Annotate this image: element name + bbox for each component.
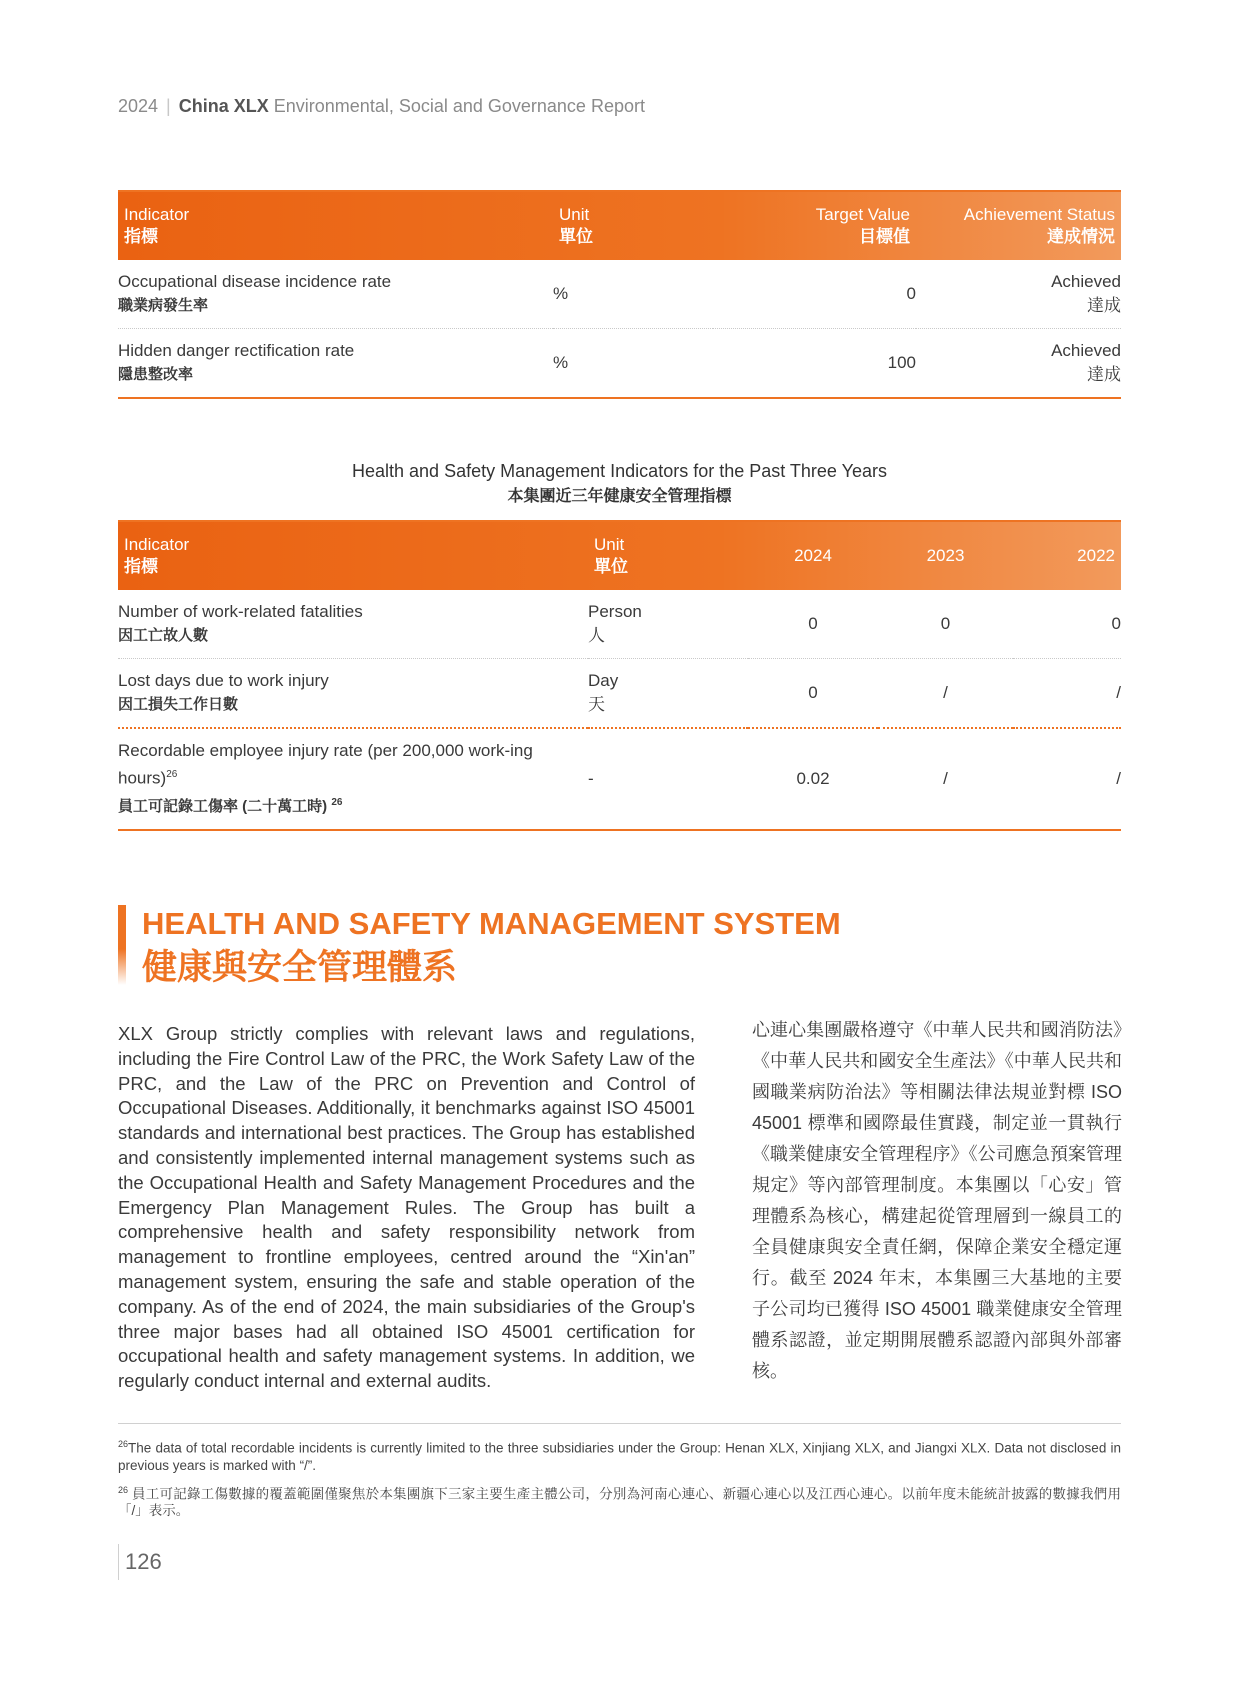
footnote-en	[118, 1436, 1121, 1474]
row-value-2024: 0.02	[748, 728, 878, 830]
table-row	[118, 260, 1121, 329]
footnote-mark: 26	[118, 1439, 129, 1449]
footnote-zh	[118, 1482, 1121, 1520]
row-value-2023: /	[878, 659, 1013, 729]
section-accent-bar	[118, 905, 126, 985]
table-row	[118, 329, 1121, 399]
row-name-zh: 因工損失工作日數	[118, 696, 239, 713]
row-unit-en: Day	[588, 671, 619, 690]
table-row	[118, 728, 1121, 830]
header-year: 2024	[118, 96, 159, 116]
row-unit-zh: 天	[588, 695, 605, 714]
body-text-en: XLX Group strictly complies with relevant laws and regulations, including the Fire Control Law of the PRC, the Work Safety Law of the PRC, and the Law of the PRC on Prevention and Control of Occupational Diseases. Additionally, it benchmarks against ISO 45001 standards and international best practices. The Group has established and consistently implemented internal management systems such as the Occupational Health and Safety Management Procedures and the Emergency Plan Management Rules. The Group has built a comprehensive health and safety responsibility network from management to frontline employees, centred around the “Xin'an” management system, ensuring the safe and stable operation of the company. As of the end of 2024, the main subsidiaries of the Group's three major bases had all obtained ISO 45001 certification for occupational health and safety management systems. In addition, we regularly conduct internal and external audits.	[118, 1023, 695, 1392]
row-name-zh-text: 員工可記錄工傷率 (二十萬工時)	[118, 797, 328, 815]
row-value-2022: /	[1013, 728, 1121, 830]
target-table	[118, 190, 1121, 399]
footnotes	[118, 1436, 1121, 1527]
col-2023: 2023	[926, 546, 965, 565]
col-indicator-zh: 指標	[124, 227, 158, 246]
row-unit: %	[553, 329, 713, 399]
row-value-2024: 0	[748, 659, 878, 729]
table-row	[118, 659, 1121, 729]
row-unit-en: -	[588, 728, 748, 830]
row-name-en	[118, 739, 574, 791]
row-name-zh: 隱患整改率	[118, 366, 194, 383]
row-value-2024: 0	[748, 590, 878, 659]
footnote-zh-text: 員工可記錄工傷數據的覆蓋範圍僅聚焦於本集團旗下三家主要生產主體公司，分別為河南心連心、新疆心連心以及江西心連心。以前年度未能統計披露的數據我們用「/」表示。	[118, 1486, 1121, 1518]
row-value-2022: /	[1013, 659, 1121, 729]
footnote-ref: 26	[331, 796, 343, 808]
col-2022: 2022	[1077, 546, 1115, 565]
row-name-zh: 因工亡故人數	[118, 627, 209, 644]
col-unit-zh: 單位	[594, 557, 628, 576]
row-name-en-text: Recordable employee injury rate (per 200,000 work-ing hours)	[118, 741, 533, 788]
col-indicator-en: Indicator	[124, 205, 190, 224]
row-name-zh: 職業病發生率	[118, 297, 209, 314]
table-row	[118, 590, 1121, 659]
col-status-zh: 達成情況	[1047, 227, 1115, 246]
row-target: 100	[713, 329, 916, 399]
row-name-en: Hidden danger rectification rate	[118, 341, 355, 360]
row-name-en: Occupational disease incidence rate	[118, 272, 392, 291]
footnote-en-text: The data of total recordable incidents is currently limited to the three subsidiaries under the Group: Henan XLX, Xinjiang XLX, and Jiangxi XLX. Data not disclosed in previous years is marked with “/”.	[118, 1440, 1121, 1473]
header-separator: |	[166, 96, 171, 116]
col-indicator-en: Indicator	[124, 535, 190, 554]
body-text-zh: 心連心集團嚴格遵守《中華人民共和國消防法》《中華人民共和國安全生產法》《中華人民共和國職業病防治法》等相關法律法規並對標 ISO 45001 標準和國際最佳實踐，制定並一貫執行《職業健康安全管理程序》《公司應急預案管理規定》等內部管理制度。本集團以「心安」管理體系為核心，構建起從管理層到一線員工的全員健康與安全責任網，保障企業安全穩定運行。截至 2024 年末，本集團三大基地的主要子公司均已獲得 ISO 45001 職業健康安全管理體系認證，並定期開展體系認證內部與外部審核。	[752, 1020, 1122, 1381]
row-status-en: Achieved	[1051, 341, 1121, 360]
section-title-en: HEALTH AND SAFETY MANAGEMENT SYSTEM	[142, 906, 841, 941]
row-target: 0	[713, 260, 916, 329]
footnote-mark: 26	[118, 1484, 129, 1495]
indicators-title-zh: 本集團近三年健康安全管理指標	[507, 488, 732, 505]
col-indicator-zh: 指標	[124, 557, 158, 576]
indicators-table	[118, 520, 1121, 831]
col-status-en: Achievement Status	[963, 205, 1115, 224]
row-name-en: Lost days due to work injury	[118, 671, 329, 690]
footnote-ref: 26	[166, 769, 178, 780]
header-report-title: Environmental, Social and Governance Report	[273, 96, 645, 116]
section-title-zh: 健康與安全管理體系	[142, 948, 458, 987]
target-table-header	[118, 192, 1121, 260]
col-2024: 2024	[794, 546, 832, 565]
row-unit-en: Person	[588, 602, 642, 621]
indicators-table-header	[118, 522, 1121, 590]
row-name-zh	[118, 791, 574, 819]
header-company: China XLX	[178, 96, 269, 116]
row-value-2023: 0	[878, 590, 1013, 659]
col-unit-zh: 單位	[559, 227, 593, 246]
row-unit-zh: 人	[588, 626, 605, 645]
row-value-2022: 0	[1013, 590, 1121, 659]
page-number: 126	[118, 1544, 162, 1580]
footnote-divider	[118, 1423, 1121, 1424]
row-value-2023: /	[878, 728, 1013, 830]
row-status-en: Achieved	[1051, 272, 1121, 291]
row-name-en: Number of work-related fatalities	[118, 602, 363, 621]
section-title	[142, 902, 841, 990]
row-unit: %	[553, 260, 713, 329]
col-unit-en: Unit	[594, 535, 625, 554]
indicators-table-title	[118, 458, 1121, 510]
col-unit-en: Unit	[559, 205, 590, 224]
row-status-zh: 達成	[1087, 365, 1121, 384]
page-header	[118, 96, 645, 117]
indicators-title-en: Health and Safety Management Indicators for the Past Three Years	[352, 461, 887, 481]
row-status-zh: 達成	[1087, 296, 1121, 315]
col-target-en: Target Value	[815, 205, 910, 224]
col-target-zh: 目標值	[859, 227, 910, 246]
